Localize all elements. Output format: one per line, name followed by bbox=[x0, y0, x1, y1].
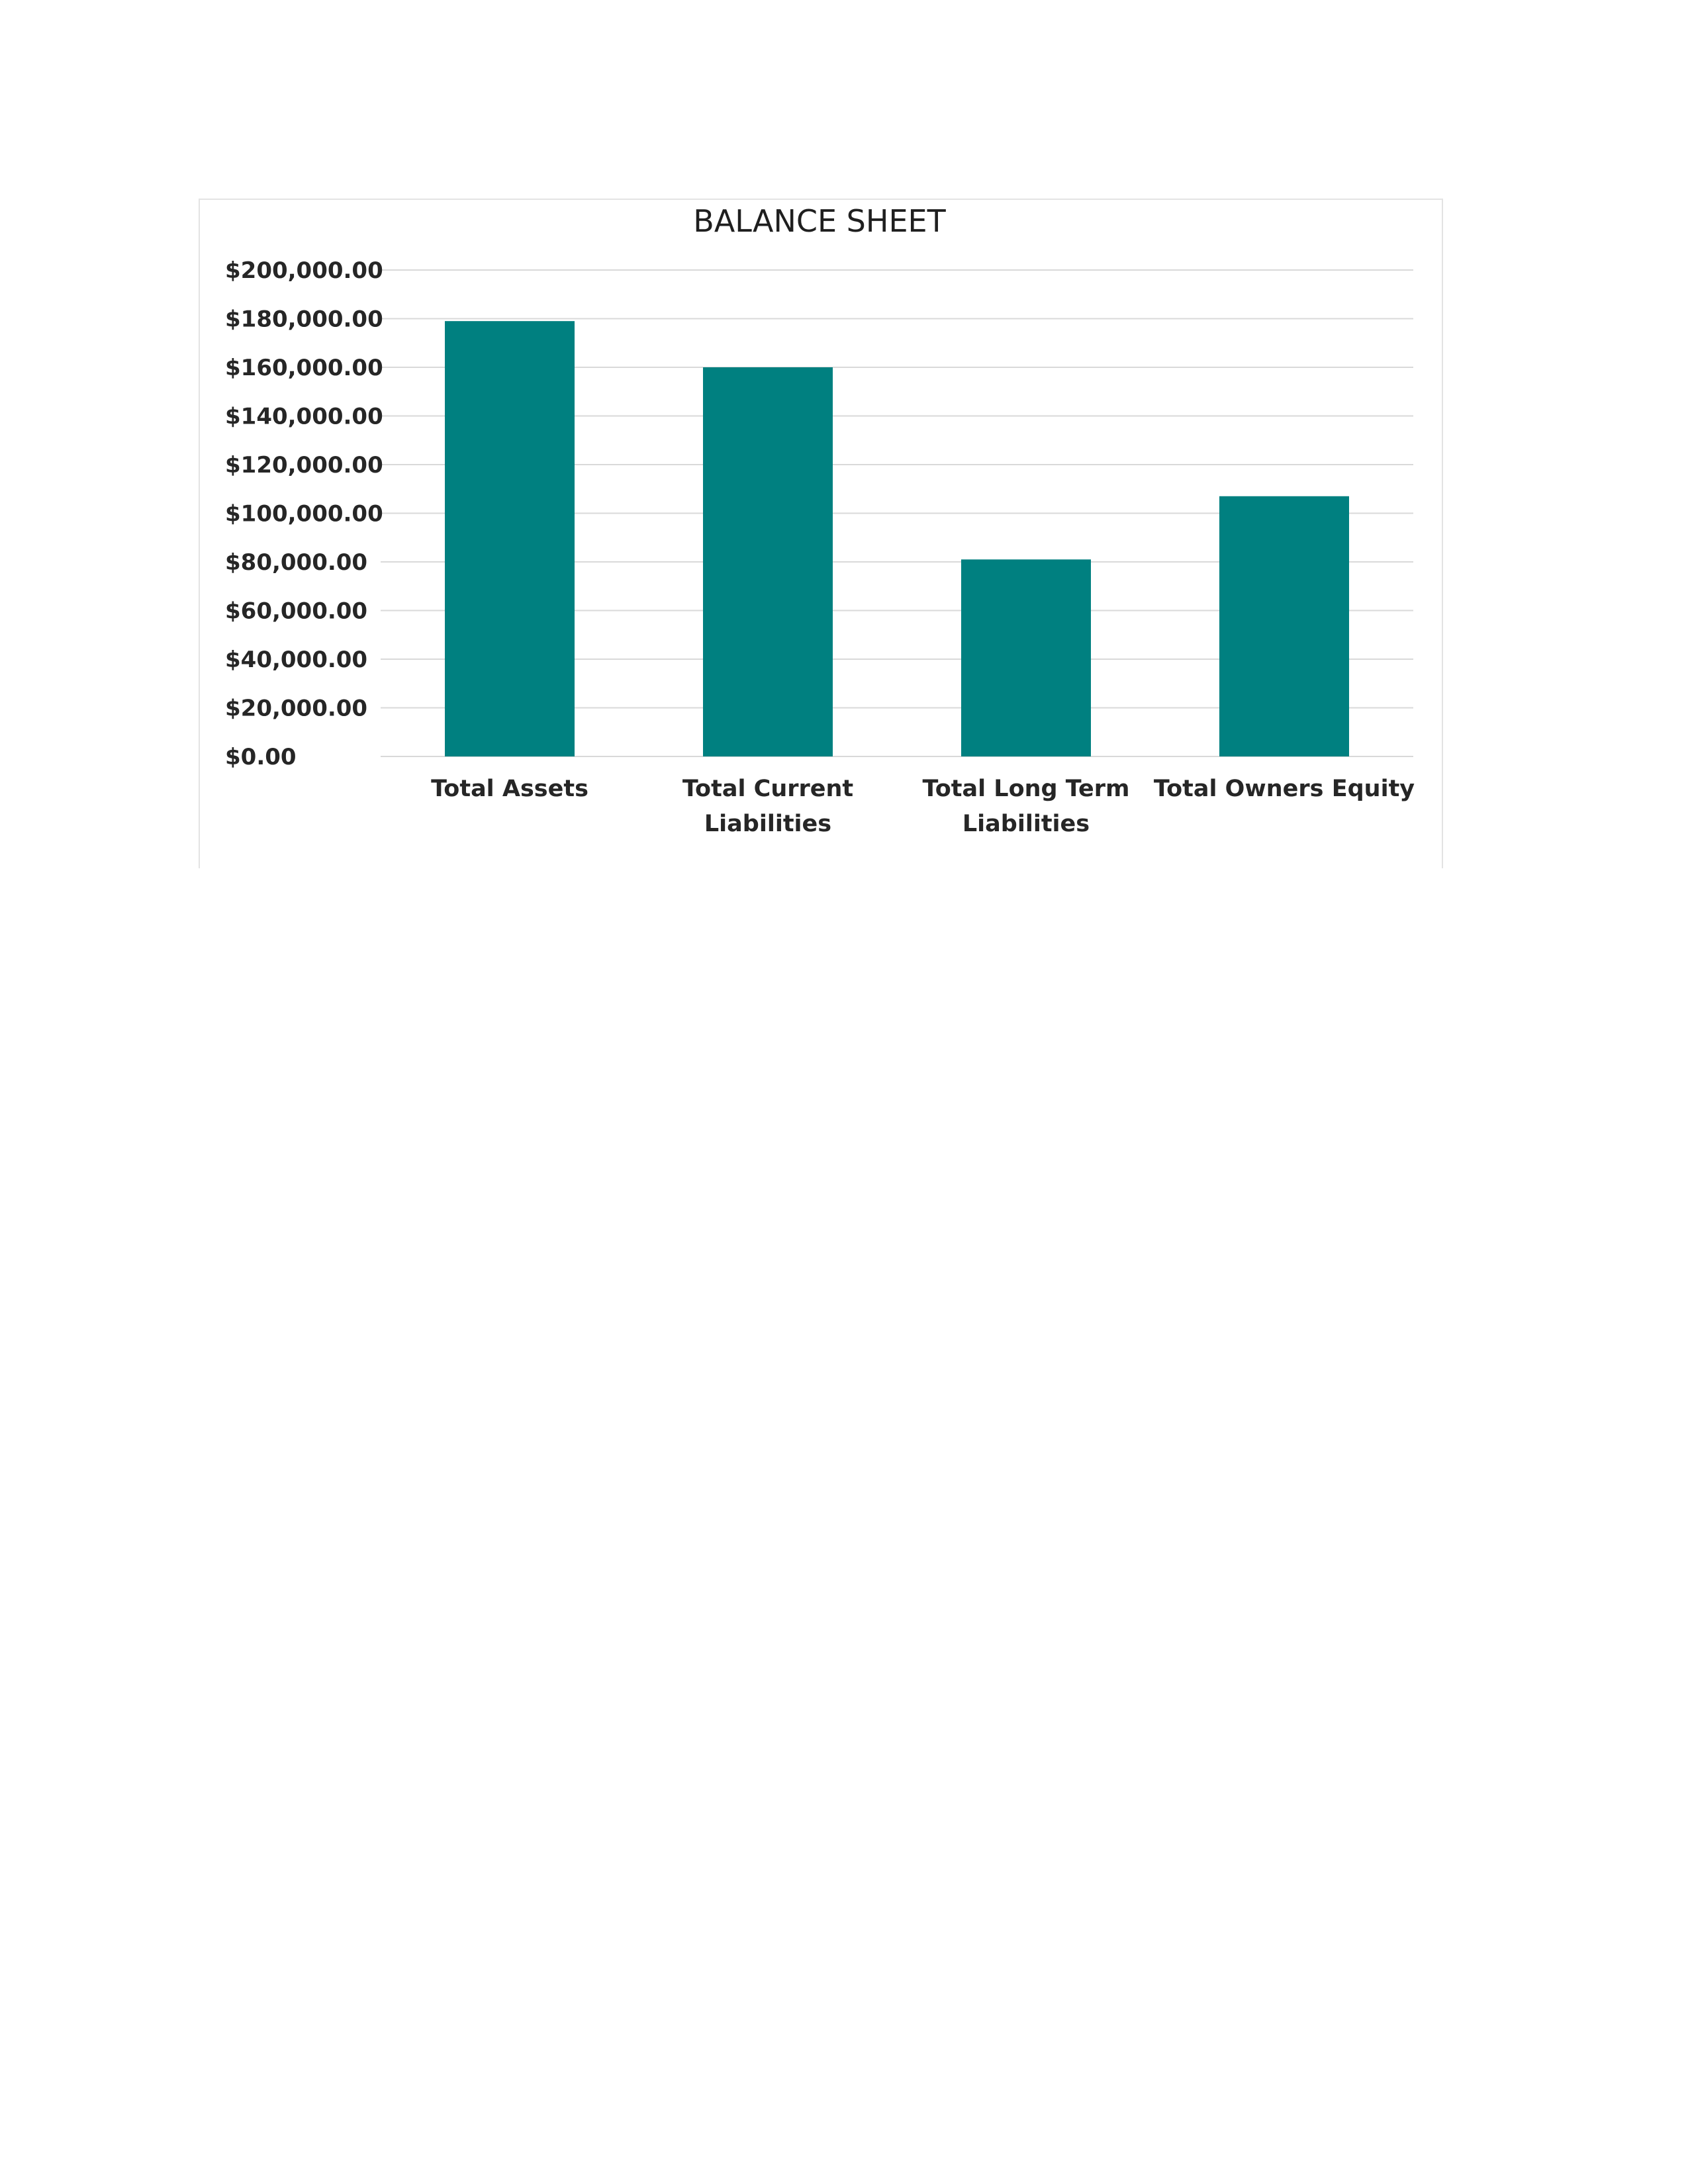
y-tick-label: $140,000.00 bbox=[225, 403, 383, 430]
y-tick-label: $120,000.00 bbox=[225, 452, 383, 478]
x-category-label: Total Assets bbox=[431, 776, 588, 802]
y-tick-label: $40,000.00 bbox=[225, 647, 368, 673]
y-tick-label: $60,000.00 bbox=[225, 598, 368, 625]
x-category-label: Total Owners Equity bbox=[1153, 776, 1415, 802]
bar bbox=[445, 321, 575, 756]
y-axis-tick-labels bbox=[225, 257, 383, 770]
x-category-label: Total Long Term Liabilities bbox=[922, 776, 1130, 837]
y-tick-label: $160,000.00 bbox=[225, 355, 383, 381]
bars bbox=[445, 321, 1349, 756]
y-tick-label: $0.00 bbox=[225, 744, 297, 770]
x-category-label: Total Current Liabilities bbox=[682, 776, 854, 837]
chart-title: BALANCE SHEET bbox=[693, 203, 946, 239]
y-tick-label: $180,000.00 bbox=[225, 306, 383, 333]
bar bbox=[703, 367, 833, 756]
x-axis-category-labels bbox=[431, 776, 1415, 837]
y-tick-label: $20,000.00 bbox=[225, 695, 368, 722]
y-tick-label: $200,000.00 bbox=[225, 257, 383, 284]
bar bbox=[1219, 496, 1349, 756]
y-tick-label: $80,000.00 bbox=[225, 549, 368, 576]
bar bbox=[961, 559, 1091, 756]
y-tick-label: $100,000.00 bbox=[225, 500, 383, 527]
